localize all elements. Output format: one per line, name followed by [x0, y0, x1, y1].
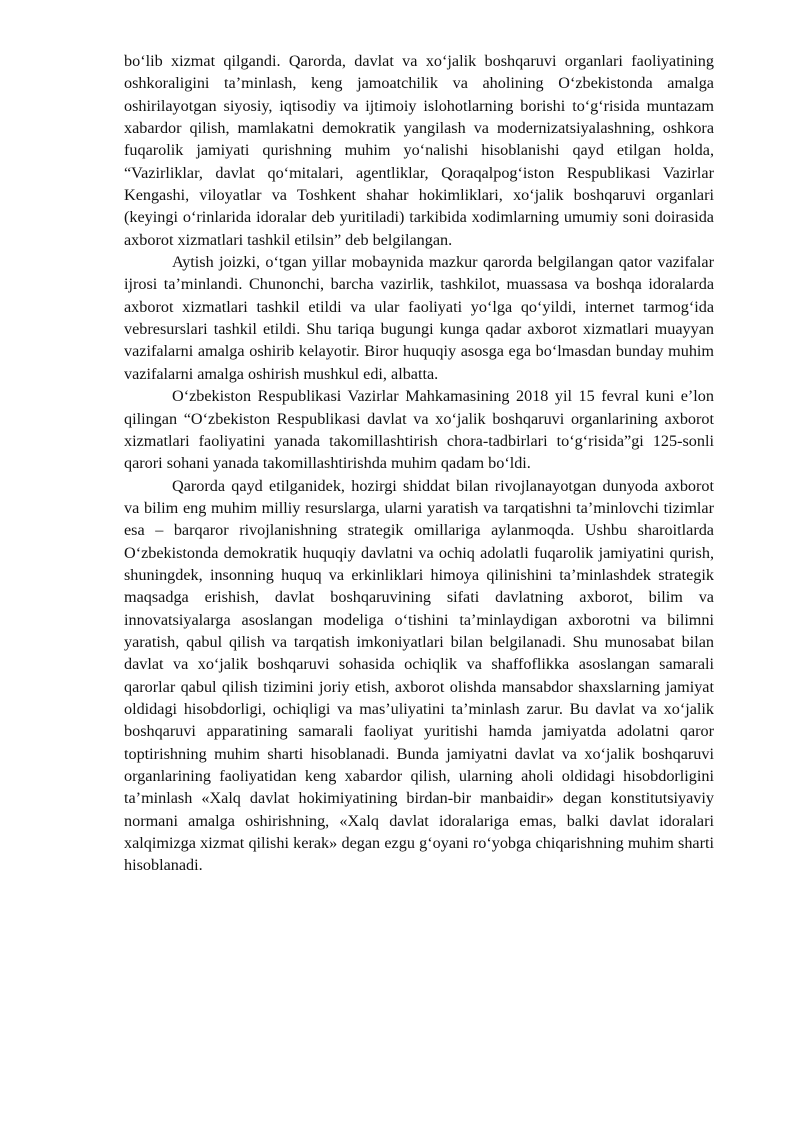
paragraph-cabinet-resolution: O‘zbekiston Respublikasi Vazirlar Mahkamasining 2018 yil 15 fevral kuni e’lon qilingan “O‘zbekiston Respublikasi davlat va xo‘jalik boshqaruvi organlarining axborot xizmatlari faoliyatini yanada takomillashtirish chora-tadbirlari to‘g‘risida”gi 125-sonli qarori sohani yanada takomillashtirishda muhim qadam bo‘ldi. [124, 387, 714, 473]
paragraph-continuation: bo‘lib xizmat qilgandi. Qarorda, davlat va xo‘jalik boshqaruvi organlari faoliyatining oshkoraligini ta’minlash, keng jamoatchilik va aholining O‘zbekistonda amalga oshirilayotgan siyosiy, iqtisodiy va ijtimoiy islohotlarning borishi to‘g‘risida muntazam xabardor qilish, mamlakatni demokratik yangilash va modernizatsiyalashning, oshkora fuqarolik jamiyati qurishning muhim yo‘nalishi hisoblanishi qayd etilgan holda, “Vazirliklar, davlat qo‘mitalari, agentliklar, Qoraqalpog‘iston Respublikasi Vazirlar Kengashi, viloyatlar va Toshkent shahar hokimliklari, xo‘jalik boshqaruvi organlari (keyingi o‘rinlarida idoralar deb yuritiladi) tarkibida xodimlarning umumiy soni doirasida axborot xizmatlari tashkil etilsin” deb belgilangan. [124, 52, 714, 249]
document-page [124, 50, 714, 877]
paragraph-knowledge-resources: Qarorda qayd etilganidek, hozirgi shiddat bilan rivojlanayotgan dunyoda axborot va bilim eng muhim milliy resurslarga, ularni yaratish va tarqatishni ta’minlovchi tizimlar esa – barqaror rivojlanishning strategik omillariga aylanmoqda. Ushbu sharoitlarda O‘zbekistonda demokratik huquqiy davlatni va ochiq adolatli fuqarolik jamiyatini qurish, shuningdek, insonning huquq va erkinliklari himoya qilinishini ta’minlashdek strategik maqsadga erishish, davlat boshqaruvining sifati davlatning axborot, bilim va innovatsiyalarga asoslangan modeliga o‘tishini ta’minlaydigan axborotni va bilimni yaratish, qabul qilish va tarqatish imkoniyatlari bilan belgilanadi. Shu munosabat bilan davlat va xo‘jalik boshqaruvi sohasida ochiqlik va shaffoflikka asoslangan samarali qarorlar qabul qilish tizimini joriy etish, axborot olishda mansabdor shaxslarning jamiyat oldidagi hisobdorligi, ochiqligi va mas’uliyatini ta’minlash zarur. Bu davlat va xo‘jalik boshqaruvi apparatining samarali faoliyat yuritishi hamda jamiyatda adolatni qaror toptirishning muhim sharti hisoblanadi. Bunda jamiyatni davlat va xo‘jalik boshqaruvi organlarining faoliyatidan keng xabardor qilish, ularning aholi oldidagi hisobdorligini ta’minlash «Xalq davlat hokimiyatining birdan-bir manbaidir» degan konstitutsiyaviy normani amalga oshirishning, «Xalq davlat idoralariga emas, balki davlat idoralari xalqimizga xizmat qilishi kerak» degan ezgu g‘oyani ro‘yobga chiqarishning muhim sharti hisoblanadi. [124, 476, 714, 875]
paragraph-information-services: Aytish joizki, o‘tgan yillar mobaynida mazkur qarorda belgilangan qator vazifalar ijrosi ta’minlandi. Chunonchi, barcha vazirlik, tashkilot, muassasa va boshqa idoralarda axborot xizmatlari tashkil etildi va ular faoliyati yo‘lga qo‘yildi, internet tarmog‘ida vebresurslari tashkil etildi. Shu tariqa bugungi kunga qadar axborot xizmatlari muayyan vazifalarni amalga oshirib kelayotir. Biror huquqiy asosga ega bo‘lmasdan bunday muhim vazifalarni amalga oshirish mushkul edi, albatta. [124, 253, 714, 383]
